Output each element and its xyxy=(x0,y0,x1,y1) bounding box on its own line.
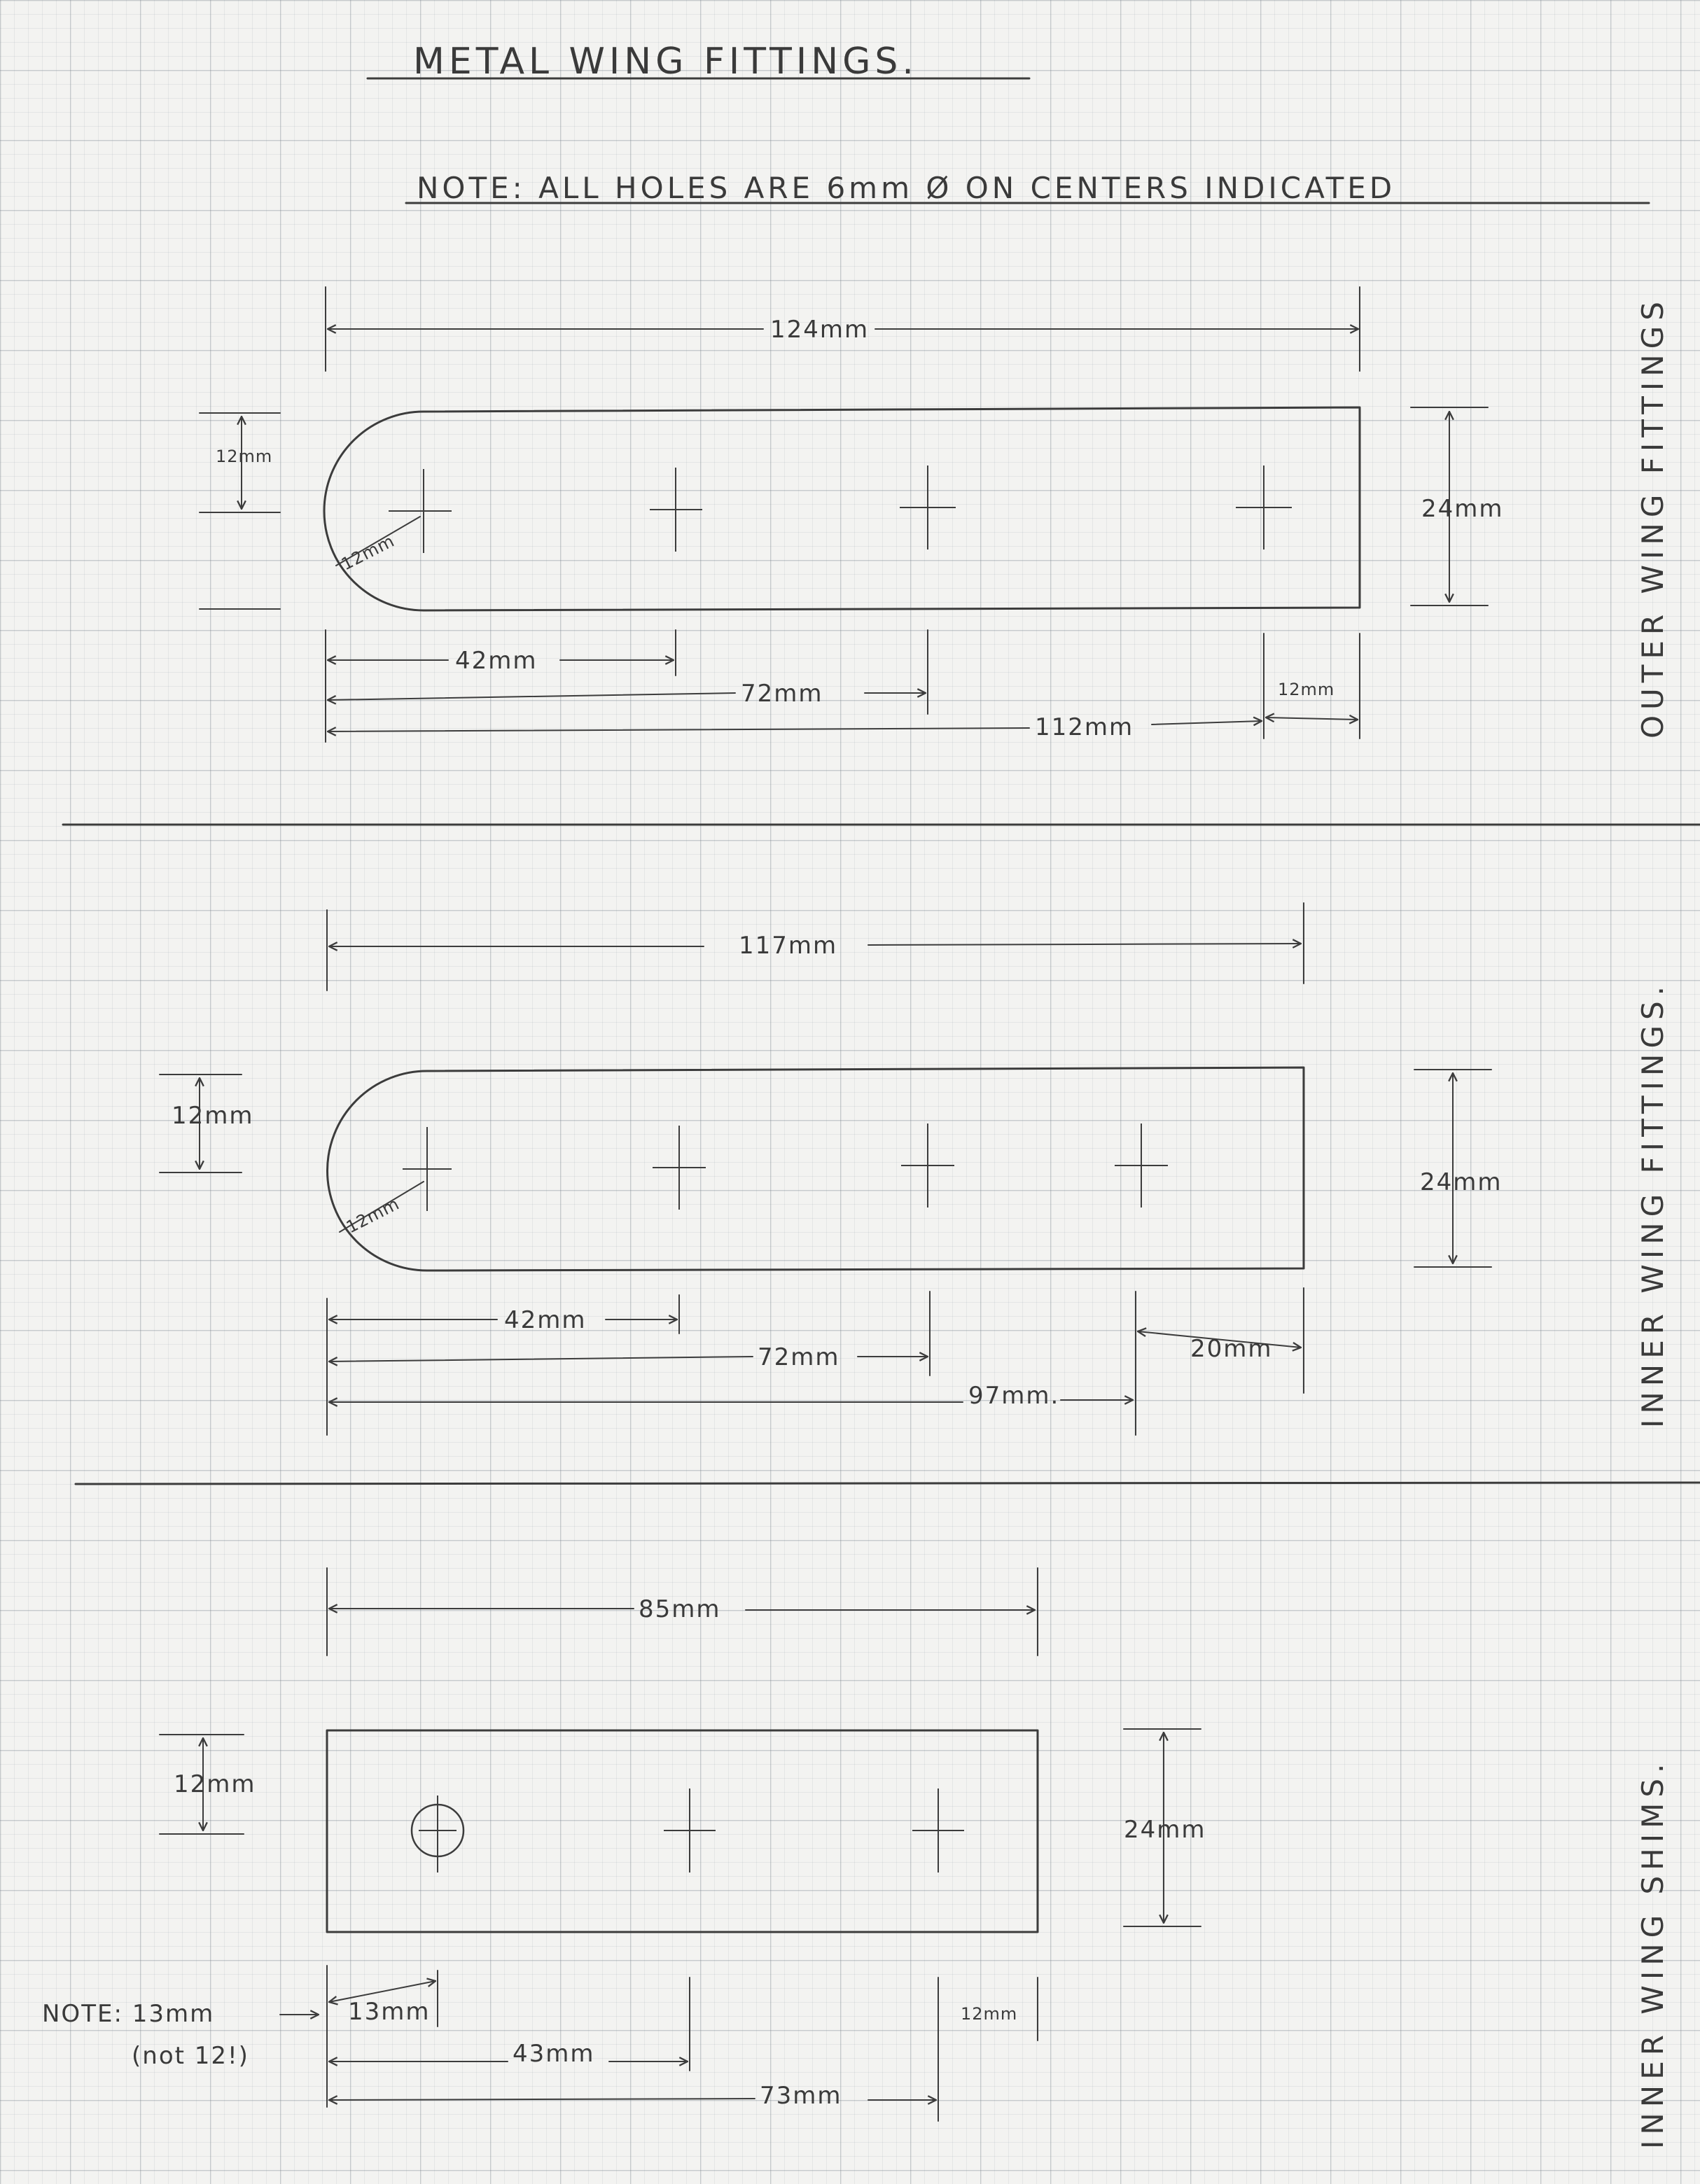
hole-2-offset-label: 72mm xyxy=(741,680,823,708)
outer-wing-fitting-section xyxy=(200,287,1670,742)
width-label: 24mm xyxy=(1420,1168,1503,1196)
end-offset-label: 12mm xyxy=(1278,680,1335,699)
end-offset-label: 20mm xyxy=(1190,1335,1273,1363)
hole-1-offset-label: 42mm xyxy=(504,1306,587,1334)
hole-1-offset-label: 42mm xyxy=(455,647,538,675)
half-width-label: 12mm xyxy=(216,447,273,466)
hole-center-mark xyxy=(389,469,452,553)
hole-center-mark xyxy=(650,468,702,552)
dimension-line xyxy=(329,2099,755,2100)
inner-wing-fitting-section xyxy=(160,903,1670,1435)
hole-3-offset-label: 97mm. xyxy=(968,1382,1060,1410)
dimension-line xyxy=(329,1357,753,1362)
width-label: 24mm xyxy=(1124,1816,1206,1844)
section-label-outer: OUTER WING FITTINGS xyxy=(1636,296,1670,738)
hole-center-mark xyxy=(419,1795,457,1872)
dimension-line xyxy=(328,728,1029,732)
inner-wing-shims-section xyxy=(42,1568,1670,2149)
overall-length-label: 85mm xyxy=(639,1595,721,1623)
hole-2-offset-label: 43mm xyxy=(513,2040,595,2068)
hole-1-offset-label: 13mm xyxy=(348,1998,431,2026)
inner-fitting-outline xyxy=(327,1068,1304,1270)
dimension-line xyxy=(1266,718,1358,720)
end-offset-label: 12mm xyxy=(961,2004,1018,2024)
section-divider xyxy=(76,1483,1700,1484)
hole-3-offset-label: 73mm xyxy=(760,2082,842,2110)
radius-label: 12mm xyxy=(343,1194,403,1238)
hole-center-mark xyxy=(901,1124,954,1208)
general-note: NOTE: ALL HOLES ARE 6mm Ø ON CENTERS INDICATED xyxy=(417,171,1396,205)
dimension-line xyxy=(328,693,735,700)
page-title: METAL WING FITTINGS. xyxy=(413,41,918,83)
half-width-label: 12mm xyxy=(174,1770,256,1798)
overall-length-label: 117mm xyxy=(739,932,838,960)
hole-center-mark xyxy=(1236,465,1292,550)
shim-footnote-line-2: (not 12!) xyxy=(132,2042,249,2070)
hole-center-mark xyxy=(403,1127,452,1211)
hole-center-mark xyxy=(900,465,956,550)
dimension-line xyxy=(868,944,1301,945)
hole-2-offset-label: 72mm xyxy=(758,1343,840,1371)
section-label-inner: INNER WING FITTINGS. xyxy=(1636,980,1670,1428)
shim-footnote-line-1: NOTE: 13mm xyxy=(42,2000,215,2028)
dimension-line xyxy=(1152,721,1262,724)
half-width-label: 12mm xyxy=(172,1102,254,1130)
outer-fitting-outline xyxy=(324,407,1360,610)
hole-center-mark xyxy=(912,1788,964,1872)
overall-length-label: 124mm xyxy=(770,316,870,344)
hole-center-mark xyxy=(653,1126,706,1210)
hole-center-mark xyxy=(664,1788,716,1872)
hole-3-offset-label: 112mm xyxy=(1035,713,1134,741)
width-label: 24mm xyxy=(1421,495,1504,523)
radius-label: 12mm xyxy=(338,531,398,575)
hole-center-mark xyxy=(1115,1124,1168,1208)
section-label-shims: INNER WING SHIMS. xyxy=(1636,1758,1670,2149)
